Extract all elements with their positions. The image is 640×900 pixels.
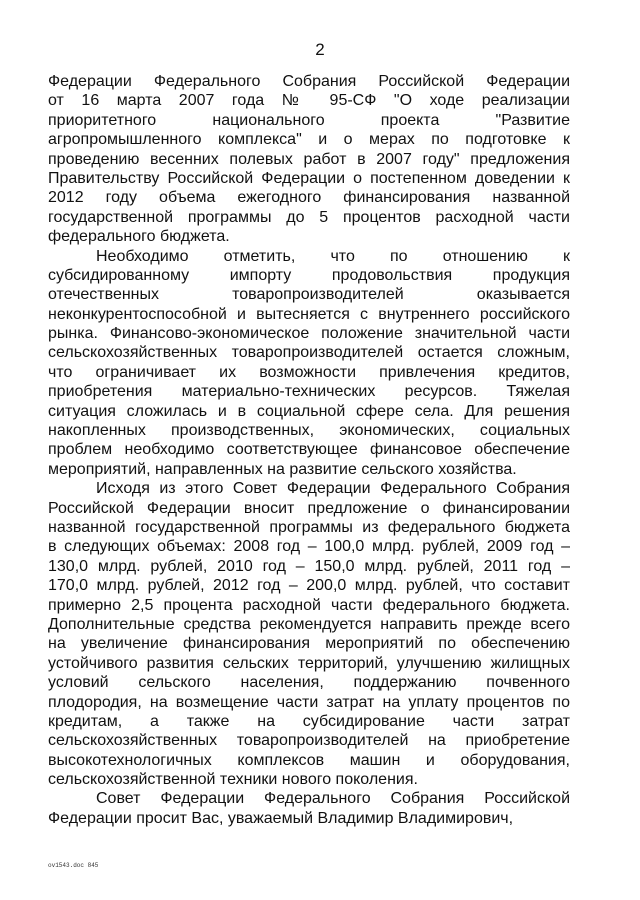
text-line: названной государственной программы из федерального бюджета — [48, 518, 570, 536]
text-line: условий сельского населения, поддержанию почвенного — [48, 674, 570, 692]
text-line: 2012 году объема ежегодного финансирования названной — [48, 189, 570, 207]
text-line: 130,0 млрд. рублей, 2010 год – 150,0 млрд. рублей, 2011 год – — [48, 557, 570, 575]
text-line: высокотехнологичных комплексов машин и оборудования, — [48, 751, 570, 769]
paragraph — [48, 479, 570, 789]
paragraph — [48, 789, 570, 828]
text-line: сельскохозяйственной техники нового поколения. — [48, 771, 418, 789]
text-line: отечественных товаропроизводителей оказывается — [48, 286, 570, 304]
text-line: Совет Федерации Федерального Собрания Российской — [96, 790, 570, 808]
text-line: Дополнительные средства рекомендуется направить прежде всего — [48, 615, 570, 633]
text-line: ситуация сложилась и в социальной сфере села. Для решения — [48, 402, 570, 420]
text-line: Правительству Российской Федерации о постепенном доведении к — [48, 169, 570, 187]
text-line: сельскохозяйственных товаропроизводителей остается сложным, — [48, 344, 570, 362]
text-line: сельскохозяйственных товаропроизводителей на приобретение — [48, 732, 570, 750]
paragraph — [48, 72, 570, 247]
text-line: федерального бюджета. — [48, 228, 230, 246]
text-line: от 16 марта 2007 года № 95-СФ "О ходе реализации — [48, 92, 570, 110]
letter-body — [48, 72, 570, 828]
text-line: на увеличение финансирования мероприятий по обеспечению — [48, 635, 570, 653]
text-line: приоритетного национального проекта "Развитие — [48, 111, 570, 129]
text-line: устойчивого развития сельских территорий, улучшению жилищных — [48, 654, 570, 672]
text-line: проведению весенних полевых работ в 2007 году" предложения — [48, 150, 570, 168]
text-line: Федерации просит Вас, уважаемый Владимир Владимирович, — [48, 809, 514, 827]
text-line: неконкурентоспособной и вытесняется с внутреннего российского — [48, 305, 570, 323]
text-line: примерно 2,5 процента расходной части федерального бюджета. — [48, 596, 570, 614]
paragraph — [48, 247, 570, 480]
text-line: мероприятий, направленных на развитие сельского хозяйства. — [48, 460, 517, 478]
text-line: Исходя из этого Совет Федерации Федерального Собрания — [96, 480, 570, 498]
text-line: государственной программы до 5 процентов расходной части — [48, 208, 570, 226]
text-line: агропромышленного комплекса" и о мерах по подготовке к — [48, 131, 570, 149]
text-line: плодородия, на возмещение части затрат на уплату процентов по — [48, 693, 570, 711]
text-line: в следующих объемах: 2008 год – 100,0 млрд. рублей, 2009 год – — [48, 538, 570, 556]
text-line: Федерации Федерального Собрания Российской Федерации — [48, 73, 570, 90]
footer-document-code: ov1543.doc 845 — [48, 862, 99, 869]
text-line: субсидированному импорту продовольствия продукция — [48, 266, 570, 284]
text-line: рынка. Финансово-экономическое положение значительной части — [48, 325, 570, 343]
text-line: 170,0 млрд. рублей, 2012 год – 200,0 млрд. рублей, что составит — [48, 577, 570, 595]
text-line: Необходимо отметить, что по отношению к — [96, 247, 570, 265]
text-line: кредитам, а также на субсидирование части затрат — [48, 712, 570, 730]
text-line: Российской Федерации вносит предложение о финансировании — [48, 499, 570, 517]
text-line: проблем необходимо соответствующее финансовое обеспечение — [48, 441, 570, 459]
page-number: 2 — [315, 40, 325, 59]
text-line: что ограничивает их возможности привлечения кредитов, — [48, 363, 570, 381]
text-line: накопленных производственных, экономических, социальных — [48, 422, 570, 440]
text-line: приобретения материально-технических ресурсов. Тяжелая — [48, 383, 570, 401]
